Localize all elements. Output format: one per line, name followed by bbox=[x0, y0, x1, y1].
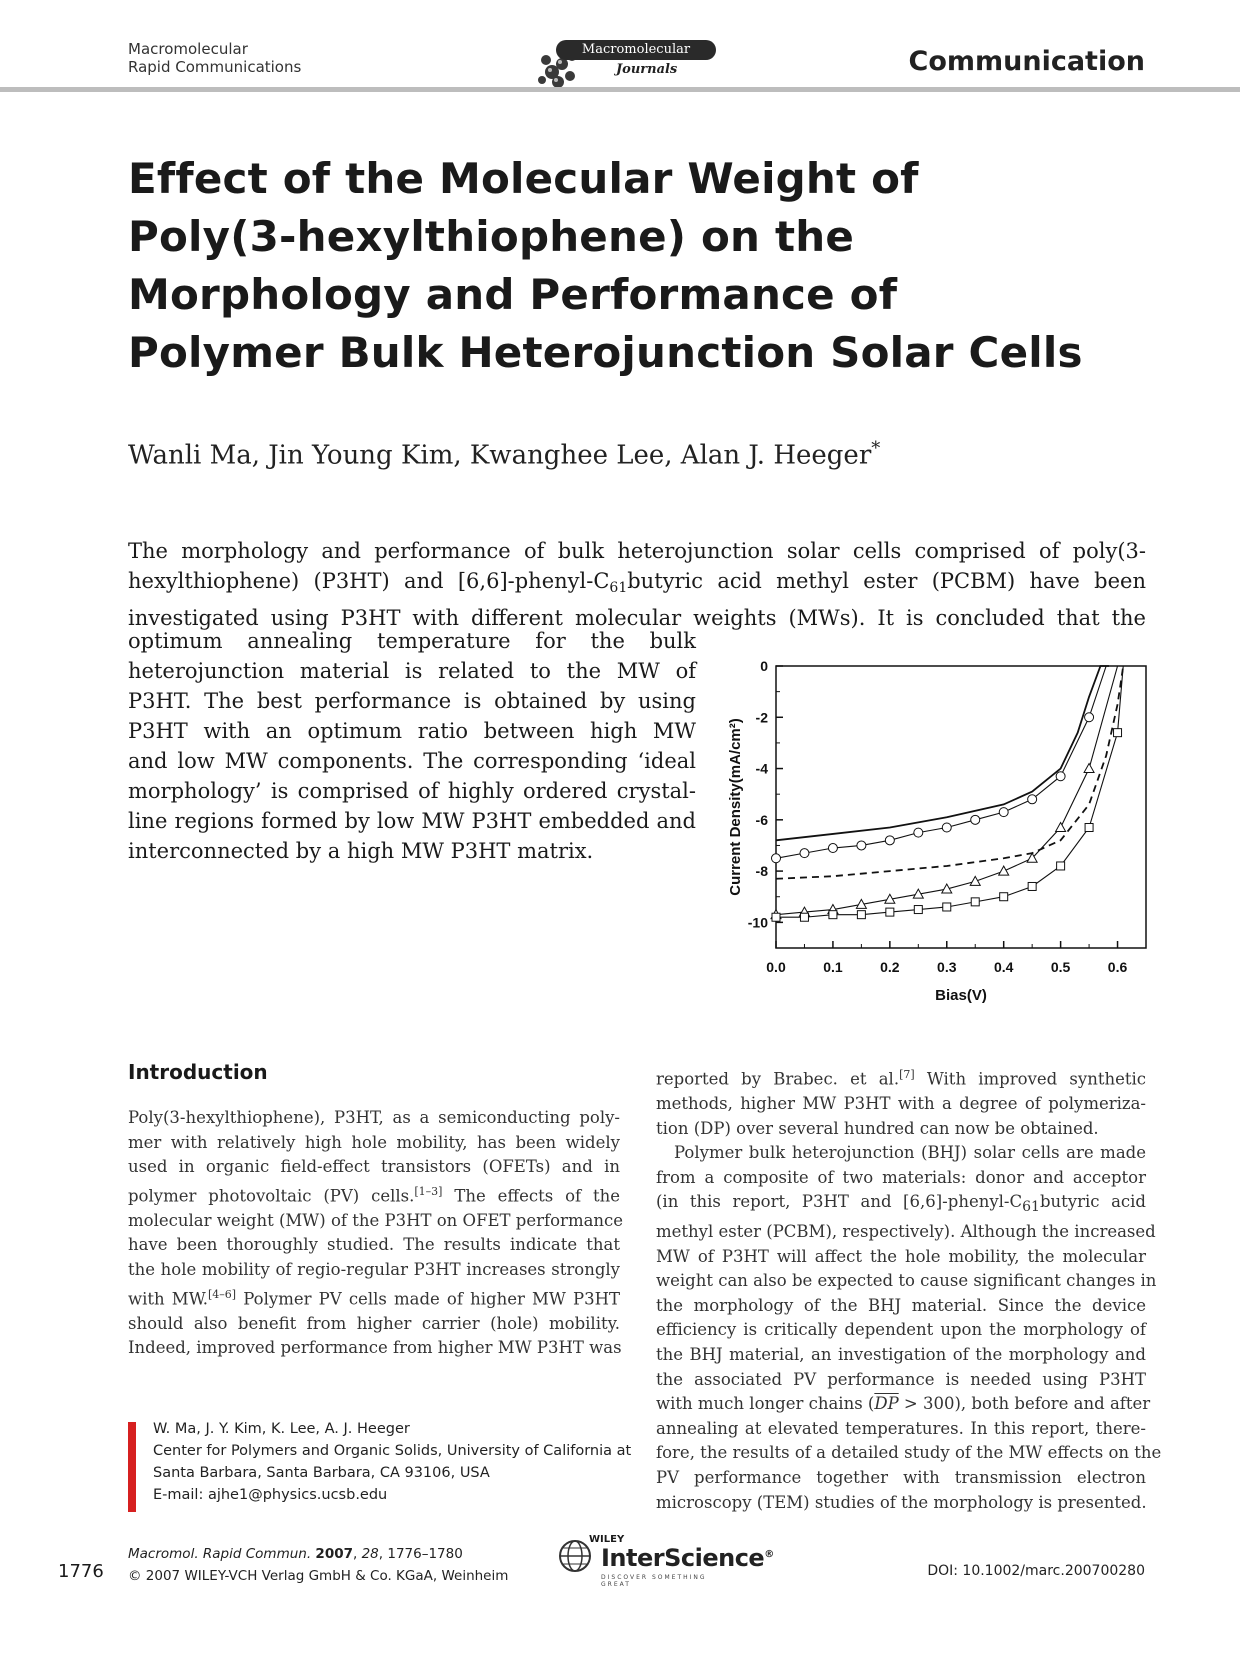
text-line: molecular weight (MW) of the P3HT on OFET performance bbox=[128, 1210, 624, 1230]
corresponding-mark: * bbox=[871, 438, 881, 459]
data-point-square bbox=[1085, 824, 1093, 832]
text-line: methyl ester (PCBM), respectively). Although the increased bbox=[656, 1222, 1156, 1242]
x-tick-label: 0.4 bbox=[993, 959, 1014, 975]
header-rule bbox=[0, 87, 1240, 92]
data-point-square bbox=[857, 911, 865, 919]
data-point-square bbox=[914, 906, 922, 914]
abstract-line: optimum annealing temperature for the bulk bbox=[128, 629, 696, 653]
text-line: methods, higher MW P3HT with a degree of polymeriza- bbox=[656, 1094, 1146, 1114]
abstract-line bbox=[128, 566, 1146, 603]
data-point-square bbox=[1057, 862, 1065, 870]
text-line: microscopy (TEM) studies of the morphology is presented. bbox=[656, 1492, 1147, 1512]
wiley-interscience-logo bbox=[555, 1534, 774, 1588]
data-point-circle bbox=[772, 854, 781, 863]
citation-year: 2007 bbox=[315, 1546, 353, 1562]
section-label: Communication bbox=[908, 46, 1145, 77]
abstract-line: P3HT with an optimum ratio between high MW bbox=[128, 719, 696, 743]
data-point-square bbox=[829, 911, 837, 919]
citation: [1–3] bbox=[414, 1184, 443, 1198]
authors-text: Wanli Ma, Jin Young Kim, Kwanghee Lee, Alan J. Heeger bbox=[128, 440, 872, 471]
abstract-line: investigated using P3HT with different molecular weights (MWs). It is concluded that the bbox=[128, 606, 1146, 630]
data-point-circle bbox=[914, 828, 923, 837]
abstract-line: and low MW components. The corresponding ‘ideal bbox=[128, 749, 696, 773]
doi[interactable]: DOI: 10.1002/marc.200700280 bbox=[927, 1563, 1145, 1579]
data-point-circle bbox=[857, 841, 866, 850]
data-point-circle bbox=[828, 844, 837, 853]
x-tick-label: 0.0 bbox=[766, 959, 786, 975]
text-line: Indeed, improved performance from higher MW P3HT was bbox=[128, 1338, 622, 1358]
citation-footer bbox=[128, 1543, 508, 1587]
abstract-line: heterojunction material is related to the MW of bbox=[128, 659, 696, 683]
article-title bbox=[128, 150, 1108, 382]
y-tick-label: 0 bbox=[760, 658, 768, 674]
affiliation-text bbox=[153, 1418, 631, 1506]
abstract-line: line regions formed by low MW P3HT embedded and bbox=[128, 809, 696, 833]
data-point-square bbox=[800, 913, 808, 921]
interscience-name: InterScience bbox=[601, 1544, 765, 1572]
title-line: Polymer Bulk Heterojunction Solar Cells bbox=[128, 328, 1083, 377]
text-line bbox=[128, 1283, 620, 1312]
text-line: Polymer bulk heterojunction (BHJ) solar cells are made bbox=[674, 1143, 1146, 1163]
data-point-circle bbox=[971, 815, 980, 824]
data-point-square bbox=[943, 903, 951, 911]
text-line: used in organic field-effect transistors (OFETs) and in bbox=[128, 1157, 620, 1177]
series-line-square bbox=[776, 666, 1123, 917]
data-point-square bbox=[886, 908, 894, 916]
data-point-triangle bbox=[1084, 764, 1094, 773]
affiliation-email[interactable]: E-mail: ajhe1@physics.ucsb.edu bbox=[153, 1487, 388, 1503]
affiliation-address: Santa Barbara, Santa Barbara, CA 93106, USA bbox=[153, 1465, 490, 1481]
y-axis bbox=[748, 658, 783, 948]
text-line bbox=[656, 1063, 1146, 1092]
data-point-triangle bbox=[1056, 823, 1066, 832]
text-line: the BHJ material, an investigation of the morphology and bbox=[656, 1345, 1146, 1365]
text-line: weight can also be expected to cause significant changes in bbox=[656, 1271, 1157, 1291]
jv-curve-chart bbox=[718, 650, 1158, 1010]
y-tick-label: -8 bbox=[755, 863, 768, 880]
text-line: should also benefit from higher carrier (hole) mobility. bbox=[128, 1313, 620, 1333]
title-line: Poly(3-hexylthiophene) on the bbox=[128, 212, 855, 261]
author-list bbox=[128, 438, 880, 471]
subscript: 61 bbox=[1022, 1199, 1040, 1216]
x-tick-label: 0.3 bbox=[937, 959, 957, 975]
text-line: fore, the results of a detailed study of the MW effects on the bbox=[656, 1443, 1162, 1463]
data-point-square bbox=[1114, 729, 1122, 737]
series-layer bbox=[771, 666, 1123, 921]
abstract-top bbox=[128, 536, 1146, 633]
journal-name-line1: Macromolecular bbox=[128, 40, 248, 58]
citation: [4–6] bbox=[208, 1287, 237, 1301]
y-axis-label: Current Density(mA/cm²) bbox=[727, 718, 744, 896]
text-span: polymer photovoltaic (PV) cells. bbox=[128, 1186, 415, 1206]
x-tick-label: 0.2 bbox=[880, 959, 900, 975]
data-point-circle bbox=[885, 836, 894, 845]
text-span: Polymer PV cells made of higher MW P3HT bbox=[236, 1289, 620, 1309]
text-line: efficiency is critically dependent upon the morphology of bbox=[656, 1320, 1146, 1340]
intro-left-column bbox=[128, 1106, 624, 1361]
macromolecular-journals-logo bbox=[526, 26, 716, 94]
citation-pages: , 1776–1780 bbox=[378, 1546, 463, 1562]
section-heading-introduction: Introduction bbox=[128, 1060, 268, 1084]
x-tick-label: 0.5 bbox=[1050, 959, 1071, 975]
logo-tagline: DISCOVER SOMETHING GREAT bbox=[601, 1574, 707, 1588]
data-point-square bbox=[971, 898, 979, 906]
intro-right-column bbox=[656, 1063, 1162, 1515]
citation: [7] bbox=[899, 1068, 915, 1081]
text-line: tion (DP) over several hundred can now be obtained. bbox=[656, 1118, 1099, 1138]
text-line: Poly(3-hexylthiophene), P3HT, as a semiconducting poly- bbox=[128, 1108, 620, 1127]
title-line: Morphology and Performance of bbox=[128, 270, 898, 319]
logo-sub: Journals bbox=[616, 62, 678, 77]
abstract-line: The morphology and performance of bulk heterojunction solar cells comprised of poly(3- bbox=[128, 539, 1146, 563]
text-line: the associated PV performance is needed using P3HT bbox=[656, 1369, 1146, 1389]
abstract-line: morphology’ is comprised of highly ordered crystal- bbox=[128, 779, 696, 803]
citation-volume: 28 bbox=[361, 1546, 379, 1562]
data-point-circle bbox=[800, 849, 809, 858]
copyright-line: © 2007 WILEY-VCH Verlag GmbH & Co. KGaA, Weinheim bbox=[128, 1568, 509, 1584]
title-line: Effect of the Molecular Weight of bbox=[128, 154, 919, 203]
text-line: the hole mobility of regio-regular P3HT increases strongly bbox=[128, 1260, 620, 1280]
data-point-square bbox=[1000, 893, 1008, 901]
text-line: from a composite of two materials: donor and acceptor bbox=[656, 1167, 1146, 1187]
affiliation-names: W. Ma, J. Y. Kim, K. Lee, A. J. Heeger bbox=[153, 1421, 410, 1437]
abstract-body bbox=[128, 626, 696, 866]
affiliation-center: Center for Polymers and Organic Solids, University of California at bbox=[153, 1443, 632, 1459]
data-point-square bbox=[772, 913, 780, 921]
data-point-circle bbox=[999, 808, 1008, 817]
text-line: have been thoroughly studied. The results indicate that bbox=[128, 1235, 620, 1255]
subscript: 61 bbox=[609, 580, 628, 596]
text-span: With improved synthetic bbox=[914, 1069, 1146, 1089]
data-point-triangle bbox=[999, 866, 1009, 875]
data-point-circle bbox=[1028, 795, 1037, 804]
text-span: > 300), both before and after bbox=[898, 1394, 1151, 1414]
abstract-text: butyric acid methyl ester (PCBM) have been bbox=[627, 569, 1146, 593]
text-line: MW of P3HT will affect the hole mobility, the molecular bbox=[656, 1246, 1146, 1266]
dp-symbol: $\overline{DP}$ bbox=[874, 1394, 899, 1414]
logo-badge: Macromolecular bbox=[556, 40, 716, 60]
text-span: butyric acid bbox=[1039, 1192, 1146, 1212]
journal-name bbox=[128, 40, 301, 76]
data-point-circle bbox=[1085, 713, 1094, 722]
registered-mark: ® bbox=[764, 1549, 774, 1560]
text-line: mer with relatively high hole mobility, has been widely bbox=[128, 1132, 620, 1152]
text-line bbox=[656, 1190, 1146, 1220]
journal-abbrev: Macromol. Rapid Commun. bbox=[128, 1546, 312, 1562]
text-span: (in this report, P3HT and [6,6]-phenyl-C bbox=[656, 1192, 1023, 1212]
y-tick-label: -10 bbox=[747, 914, 768, 931]
citation-line: Macromol. Rapid Commun. 2007, 28, 1776–1780 bbox=[128, 1546, 463, 1562]
plot-frame bbox=[776, 666, 1146, 948]
text-line: PV performance together with transmission electron bbox=[656, 1468, 1146, 1487]
journal-name-line2: Rapid Communications bbox=[128, 58, 302, 76]
y-tick-label: -4 bbox=[755, 760, 768, 777]
y-tick-label: -2 bbox=[755, 709, 768, 726]
text-line bbox=[128, 1180, 620, 1209]
data-point-square bbox=[1028, 882, 1036, 890]
text-line: annealing at elevated temperatures. In this report, there- bbox=[656, 1418, 1146, 1438]
abstract-line: P3HT. The best performance is obtained by using bbox=[128, 689, 696, 713]
text-span: with MW. bbox=[128, 1289, 209, 1309]
x-tick-label: 0.6 bbox=[1107, 959, 1128, 975]
affiliation-bar bbox=[128, 1422, 136, 1512]
text-span: with much longer chains ( bbox=[656, 1394, 875, 1414]
x-axis-label: Bias(V) bbox=[935, 987, 987, 1004]
y-tick-label: -6 bbox=[755, 811, 768, 828]
wiley-label: WILEY bbox=[589, 1534, 625, 1545]
page-number: 1776 bbox=[58, 1561, 104, 1582]
abstract-line: interconnected by a high MW P3HT matrix. bbox=[128, 839, 594, 863]
text-span: reported by Brabec. et al. bbox=[656, 1069, 900, 1089]
text-line: the morphology of the BHJ material. Since the device bbox=[656, 1295, 1146, 1315]
interscience-label bbox=[601, 1544, 774, 1572]
text-line bbox=[656, 1392, 1151, 1417]
text-span: The effects of the bbox=[442, 1186, 620, 1206]
x-tick-label: 0.1 bbox=[823, 959, 843, 975]
data-point-circle bbox=[942, 823, 951, 832]
series-line-solid bbox=[776, 666, 1109, 840]
data-point-circle bbox=[1056, 772, 1065, 781]
x-axis bbox=[766, 941, 1146, 975]
data-point-triangle bbox=[970, 876, 980, 885]
abstract-text: hexylthiophene) (P3HT) and [6,6]-phenyl-C bbox=[128, 569, 610, 593]
